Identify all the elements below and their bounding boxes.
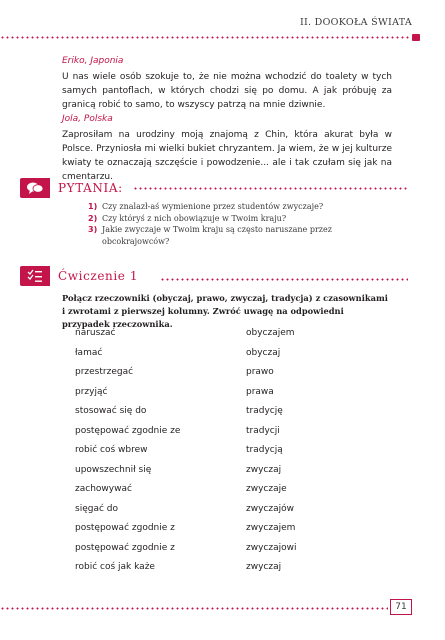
speaker-2: Jola, Polska bbox=[62, 114, 113, 124]
question-text: Jakie zwyczaje w Twoim kraju są często naruszane przez obcokrajowców? bbox=[102, 225, 332, 246]
noun-item: obyczaj bbox=[246, 347, 281, 358]
verb-item: postępować zgodnie z bbox=[75, 523, 175, 533]
noun-item: tradycją bbox=[246, 445, 283, 455]
paragraph-2: Zaprosiłam na urodziny moją znajomą z Chin, która akurat była w Polsce. Przyniosła mi wielki bukiet chryzantem. Ja wiem, że w jej kulturze kwiaty te oznaczają szczęście i powodzenie... ale i tak czułam się jak na cmentarzu. bbox=[62, 130, 392, 182]
speaker-1: Eriko, Japonia bbox=[62, 56, 124, 66]
verb-item: postępować zgodnie ze bbox=[75, 425, 181, 436]
paragraph-1: U nas wiele osób szokuje to, że nie można wchodzić do toalety w tych samych pantoflach, w których chodzi się po domu. A jak próbuję za granicą robić to samo, to wszyscy patrzą na mnie dziwnie. bbox=[62, 72, 392, 110]
verb-item: łamać bbox=[75, 347, 103, 358]
exercise-header bbox=[20, 266, 138, 286]
question-number: 1) bbox=[88, 202, 98, 211]
verb-item: stosować się do bbox=[75, 406, 147, 416]
verb-item: postępować zgodnie z bbox=[75, 542, 175, 553]
verb-item: upowszechnił się bbox=[75, 464, 152, 475]
question-number: 2) bbox=[88, 213, 98, 223]
noun-item: zwyczaje bbox=[246, 484, 287, 494]
noun-item: zwyczajem bbox=[246, 523, 296, 533]
questions-list bbox=[88, 201, 338, 247]
noun-item: prawa bbox=[246, 386, 274, 397]
top-dotted-rule bbox=[0, 36, 410, 39]
noun-item: tradycję bbox=[246, 406, 283, 416]
verbs-column bbox=[75, 326, 225, 580]
questions-title: PYTANIA: bbox=[58, 181, 123, 195]
verb-item: robić coś wbrew bbox=[75, 445, 148, 455]
question-text: Czy któryś z nich obowiązuje w Twoim kraju? bbox=[102, 213, 287, 223]
exercise-title: Ćwiczenie 1 bbox=[58, 269, 139, 283]
checklist-icon bbox=[20, 266, 50, 286]
verb-item: naruszać bbox=[75, 328, 116, 338]
question-number: 3) bbox=[88, 225, 98, 234]
exercise-dotted-rule bbox=[160, 278, 408, 281]
question-item bbox=[88, 213, 338, 225]
questions-header bbox=[20, 178, 123, 198]
noun-item: zwyczajów bbox=[246, 503, 294, 514]
verb-item: zachowywać bbox=[75, 484, 132, 494]
noun-item: zwyczaj bbox=[246, 464, 282, 475]
verb-item: przestrzegać bbox=[75, 367, 134, 377]
verb-item: sięgać do bbox=[75, 503, 118, 514]
question-text: Czy znalazł-aś wymienione przez studentów zwyczaje? bbox=[102, 202, 324, 211]
verb-item: przyjąć bbox=[75, 386, 108, 397]
noun-item: prawo bbox=[246, 367, 274, 377]
exercise-instruction: Połącz rzeczowniki (obyczaj, prawo, zwyczaj, tradycja) z czasownikami i zwrotami z pierwszej kolumny. Zwróć uwagę na odpowiedni przypadek rzeczownika. bbox=[62, 293, 388, 329]
noun-item: zwyczaj bbox=[246, 562, 282, 572]
chapter-title: II. DOOKOŁA ŚWIATA bbox=[299, 17, 412, 28]
top-rule-end-marker bbox=[412, 34, 420, 41]
question-item bbox=[88, 201, 338, 213]
question-item bbox=[88, 224, 338, 247]
noun-item: obyczajem bbox=[246, 328, 295, 338]
verb-item: robić coś jak każe bbox=[75, 562, 155, 572]
noun-item: zwyczajowi bbox=[246, 542, 297, 553]
nouns-column bbox=[246, 326, 366, 580]
noun-item: tradycji bbox=[246, 425, 280, 436]
page-number: 71 bbox=[390, 599, 412, 615]
speech-bubble-icon bbox=[20, 178, 50, 198]
questions-dotted-rule bbox=[133, 187, 408, 190]
bottom-dotted-rule bbox=[0, 607, 388, 610]
